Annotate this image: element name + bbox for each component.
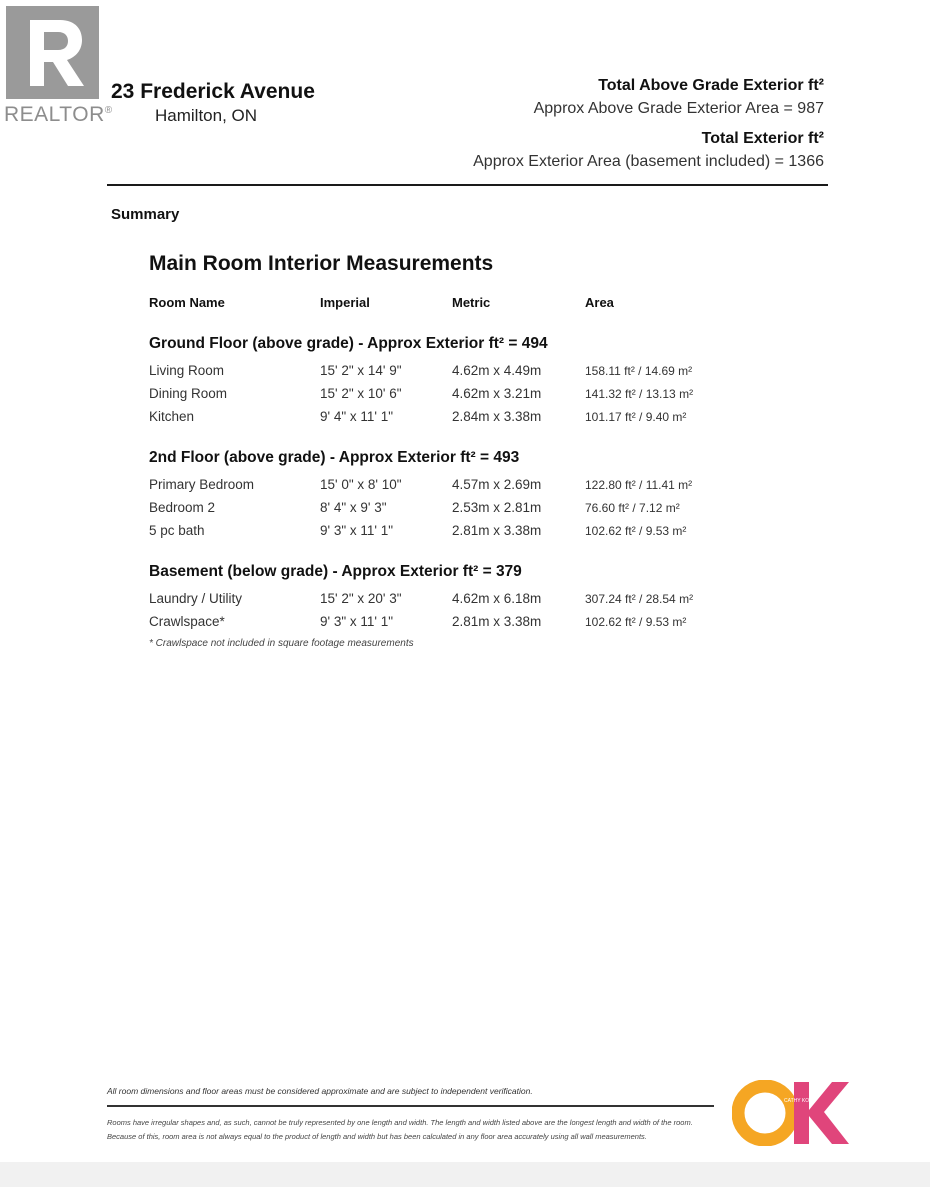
column-header-metric: Metric [452,295,491,310]
total-exterior-value: Approx Exterior Area (basement included) = 1366 [473,153,824,170]
room-imperial: 15' 2" x 20' 3" [320,591,402,606]
column-header-room-name: Room Name [149,295,225,310]
table-row [149,591,769,613]
room-imperial: 8' 4" x 9' 3" [320,500,387,515]
summary-heading: Summary [111,206,180,223]
room-area: 141.32 ft² / 13.13 m² [585,387,694,401]
table-row [149,386,769,408]
floor-title-second: 2nd Floor (above grade) - Approx Exterior ft² = 493 [149,449,520,466]
measurements-title: Main Room Interior Measurements [149,252,494,275]
table-row [149,363,769,385]
room-metric: 2.84m x 3.38m [452,409,542,424]
cathy-koop-logo [732,1080,850,1146]
room-name: Laundry / Utility [149,591,243,606]
room-imperial: 15' 2" x 14' 9" [320,363,402,378]
table-row [149,500,769,522]
table-row [149,614,769,636]
room-metric: 4.62m x 4.49m [452,363,542,378]
total-above-grade-value: Approx Above Grade Exterior Area = 987 [533,100,824,117]
room-area: 76.60 ft² / 7.12 m² [585,501,680,515]
room-metric: 2.81m x 3.38m [452,614,542,629]
realtor-wordmark: REALTOR® [4,103,113,126]
room-imperial: 15' 2" x 10' 6" [320,386,402,401]
room-area: 307.24 ft² / 28.54 m² [585,592,694,606]
table-row [149,409,769,431]
crawlspace-note: * Crawlspace not included in square footage measurements [149,638,414,649]
column-header-area: Area [585,295,614,310]
room-name: Kitchen [149,409,195,424]
room-area: 122.80 ft² / 11.41 m² [585,478,693,492]
room-area: 158.11 ft² / 14.69 m² [585,364,693,378]
room-name: Dining Room [149,386,228,401]
room-name: Crawlspace* [149,614,225,629]
header-divider [107,184,828,186]
room-name: 5 pc bath [149,523,205,538]
footer-fine-print: Rooms have irregular shapes and, as such, cannot be truly represented by one length and width. The length and width listed above are the longest length and width of the room. Because of this, room area is not always equal to the product of length and width but has been calculated in any floor area accurately using all wall measurements. [107,1118,693,1141]
room-imperial: 9' 4" x 11' 1" [320,409,394,424]
property-city: Hamilton, ON [155,106,258,125]
property-address: 23 Frederick Avenue [111,80,315,103]
table-row [149,477,769,499]
room-imperial: 9' 3" x 11' 1" [320,523,394,538]
room-metric: 4.62m x 6.18m [452,591,542,606]
room-area: 102.62 ft² / 9.53 m² [585,524,687,538]
column-header-imperial: Imperial [320,295,370,310]
room-name: Primary Bedroom [149,477,255,492]
bottom-band [0,1162,930,1187]
room-name: Bedroom 2 [149,500,216,515]
room-metric: 4.57m x 2.69m [452,477,542,492]
total-above-grade-label: Total Above Grade Exterior ft² [598,77,824,94]
brand-sub-label: CATHY KOOP [784,1098,817,1104]
realtor-r-icon [6,6,99,99]
footer-disclaimer: All room dimensions and floor areas must be considered approximate and are subject to independent verification. [107,1086,533,1096]
room-name: Living Room [149,363,225,378]
total-exterior-label: Total Exterior ft² [701,130,824,147]
footer-divider [107,1105,714,1107]
room-metric: 4.62m x 3.21m [452,386,542,401]
room-area: 102.62 ft² / 9.53 m² [585,615,687,629]
table-row [149,523,769,545]
floor-title-basement: Basement (below grade) - Approx Exterior ft² = 379 [149,563,522,580]
floor-title-ground: Ground Floor (above grade) - Approx Exterior ft² = 494 [149,335,548,352]
room-area: 101.17 ft² / 9.40 m² [585,410,687,424]
room-imperial: 9' 3" x 11' 1" [320,614,394,629]
room-metric: 2.53m x 2.81m [452,500,542,515]
room-imperial: 15' 0" x 8' 10" [320,477,402,492]
room-metric: 2.81m x 3.38m [452,523,542,538]
